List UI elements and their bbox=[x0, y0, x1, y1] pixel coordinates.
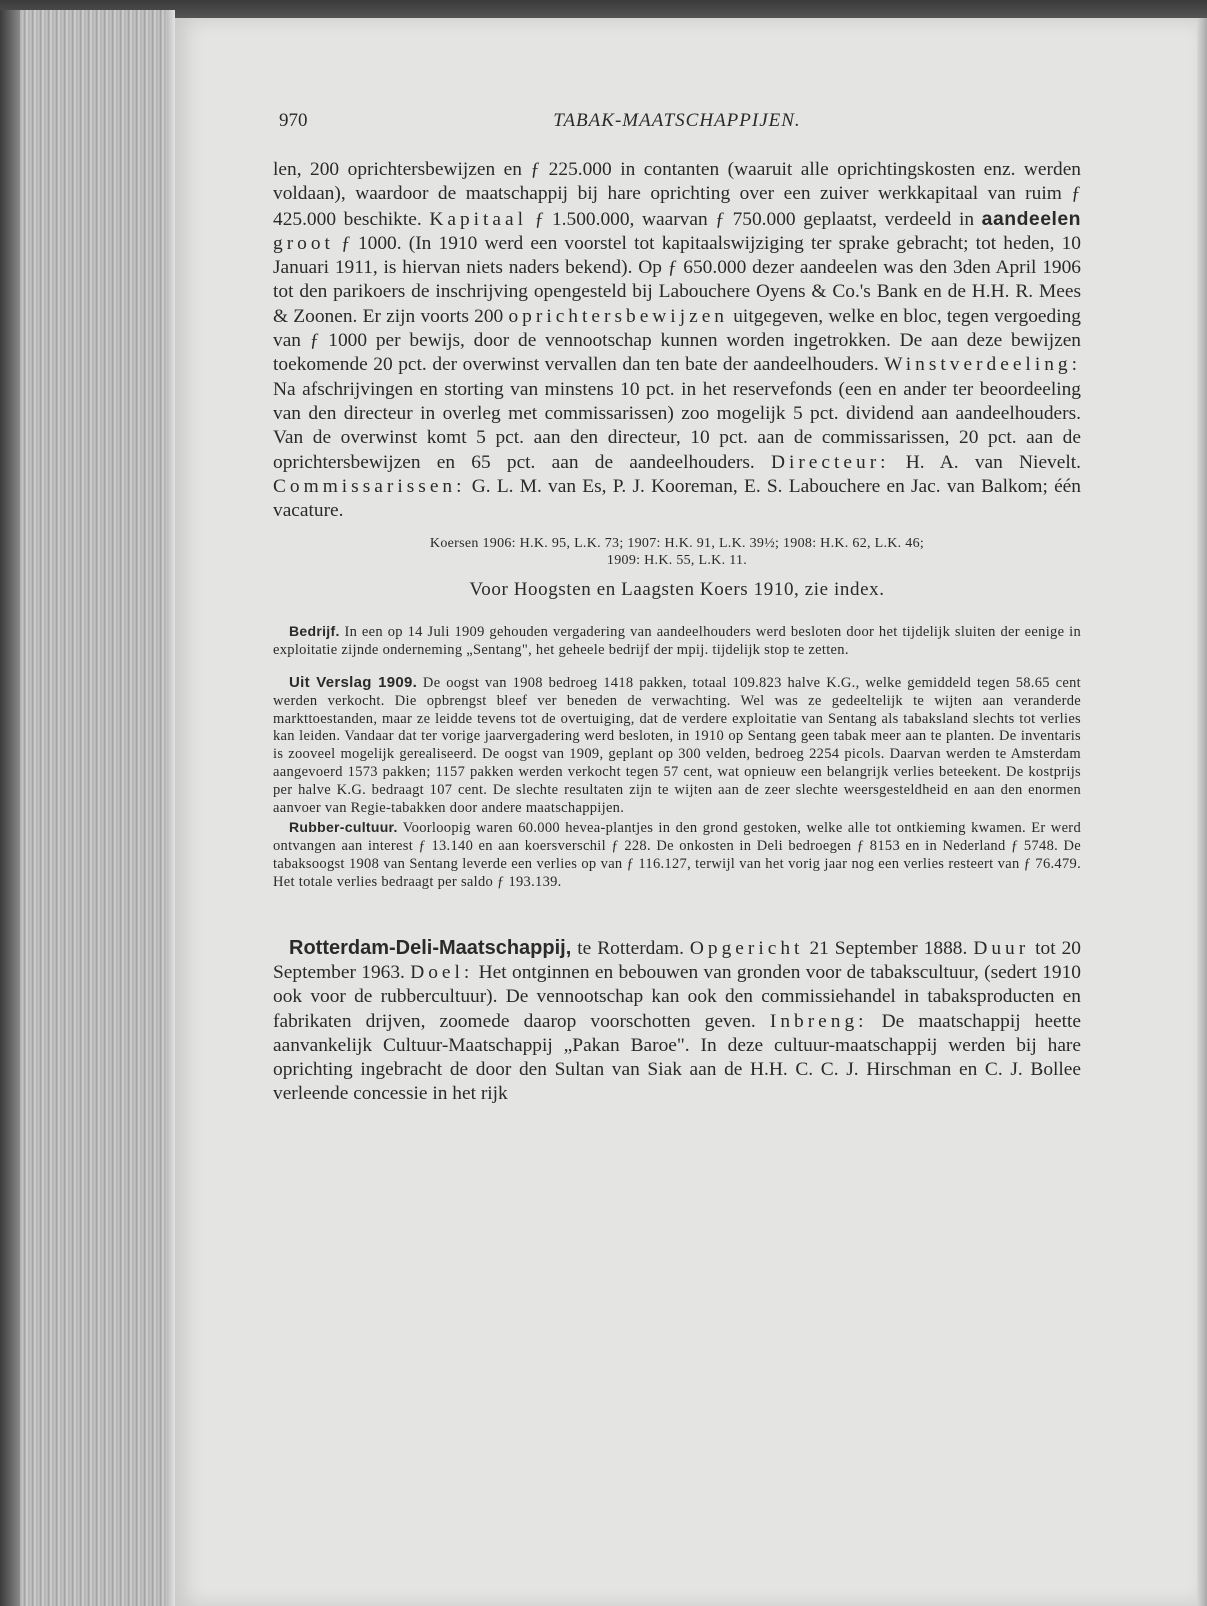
bleed-through bbox=[273, 904, 1081, 924]
text-segment: Het ontginnen en bebouwen van gronden voor de tabakscultuur, (sedert 1910 ook voor de rubbercultuur). De vennootschap kan ook den commissiehandel in tabaksproducten en fabrikaten drijven, zoomede daarop voorschotten geven. bbox=[273, 961, 1081, 1032]
page-text-column bbox=[273, 110, 1081, 1107]
section-text: Voorloopig waren 60.000 hevea-plantjes in den grond gestoken, welke alle tot ontkieming kwamen. Er werd ontvangen aan interest ƒ 13.140 en aan koersverschil ƒ 228. De onkosten in Deli bedroegen ƒ 8153 en in Nederland ƒ 5748. De tabaksoogst 1908 van Sentang leverde een verlies op van ƒ 116.127, terwijl van het vorig jaar nog een verlies resteert van ƒ 76.479. Het totale verlies bedraagt per saldo ƒ 193.139. bbox=[273, 820, 1081, 890]
section-text: De oogst van 1908 bedroeg 1418 pakken, totaal 109.823 halve K.G., welke gemiddeld tegen 58.65 cent werden verkocht. Die opbrengst bleef ver beneden de verwachting. Wel was ze gedeeltelijk te wijten aan veranderde markttoestanden, maar ze leidde tevens tot de overtuiging, dat de verdere exploitatie van Sentang als tabaksland slechts tot verlies kan leiden. Vandaar dat ter vorige jaarvergadering werd besloten, in 1910 op Sentang geen tabak meer aan te planten. De inventaris is zooveel mogelijk gerealiseerd. De oogst van 1909, geplant op 300 velden, bedroeg 2254 picols. Daarvan werden te Amsterdam aangevoerd 1573 pakken; 1157 pakken werden verkocht tegen 57 cent, wat opnieuw een belangrijk verlies beteekent. De kostprijs per halve K.G. bedraagt 107 cent. De slechte resultaten zijn te wijten aan de zeer slechte weersgesteldheid en aan den enormen aanvoer van Regie-tabakken door andere maatschappijen. bbox=[273, 675, 1081, 816]
keyword-doel: Doel: bbox=[410, 961, 474, 983]
koersen-block bbox=[273, 535, 1081, 569]
section-verslag bbox=[273, 674, 1081, 817]
section-lead: Bedrijf. bbox=[289, 623, 340, 640]
text-segment: Na afschrijvingen en storting van minstens 10 pct. in het reservefonds (een en ander ter beoordeeling van den directeur in overleg met commissarissen) zoo mogelijk 5 pct. dividend aan aandeelhouders. Van de overwinst komt 5 pct. aan den directeur, 10 pct. aan de commissarissen, 20 pct. aan de oprichtersbewijzen en 65 pct. aan de aandeelhouders. bbox=[273, 378, 1081, 473]
text-segment: H. A. van Nievelt. bbox=[905, 451, 1081, 473]
text-segment: uitgegeven, welke en bloc, tegen vergoeding van ƒ 1000 per bewijs, door de vennootschap kunnen worden ingetrokken. De aan deze bewijzen toekomende 20 pct. der overwinst vervallen dan ten bate der aandeelhouders. bbox=[273, 305, 1081, 376]
page-right-edge bbox=[1197, 18, 1207, 1606]
text-segment: De maatschappij heette aanvankelijk Cultuur-Maatschappij „Pakan Baroe". In deze cultuur-maatschappij werden bij hare oprichting ingebracht de door den Sultan van Siak aan de H.H. C. C. J. Hirschman en C. J. Bollee verleende concessie in het rijk bbox=[273, 1010, 1081, 1105]
page-number: 970 bbox=[279, 110, 308, 131]
keyword-winstverdeeling: Winstverdeeling: bbox=[884, 354, 1081, 376]
section-bedrijf bbox=[273, 623, 1081, 660]
body-paragraph bbox=[273, 158, 1081, 523]
running-head bbox=[273, 110, 1081, 140]
section-lead: Rubber-cultuur. bbox=[289, 819, 398, 836]
keyword-duur: Duur bbox=[973, 937, 1030, 959]
koersen-line: Koersen 1906: H.K. 95, L.K. 73; 1907: H.K. 91, L.K. 39½; 1908: H.K. 62, L.K. 46; bbox=[429, 536, 925, 552]
keyword-opgericht: Opgericht bbox=[689, 937, 804, 959]
koersen-line: 1909: H.K. 55, L.K. 11. bbox=[606, 553, 748, 569]
keyword-commissarissen: Commissarissen: bbox=[273, 475, 466, 497]
keyword-kapitaal: Kapitaal bbox=[429, 208, 528, 230]
text-segment: tot 20 September 1963. bbox=[273, 937, 1081, 983]
company-entry bbox=[273, 936, 1081, 1107]
section-lead: Uit Verslag 1909. bbox=[289, 674, 418, 692]
company-name: Rotterdam-Deli-Maatschappij, bbox=[289, 936, 572, 959]
text-segment: 21 September 1888. bbox=[809, 937, 968, 959]
text-segment: ƒ 1000. (In 1910 werd een voorstel tot kapitaalswijziging ter sprake gebracht; tot heden, 10 Januari 1911, is hiervan niets naders bekend). Op ƒ 650.000 dezer aandeelen was den 3den April 1906 tot den parikoers de inschrijving opengesteld bij Labouchere Oyens & Co.'s Bank en de H.H. R. Mees & Zoonen. Er zijn voorts 200 bbox=[273, 232, 1081, 327]
running-title: TABAK-MAATSCHAPPIJEN. bbox=[553, 110, 801, 131]
text-segment: len, 200 oprichtersbewijzen en ƒ 225.000 in contanten (waaruit alle oprichtingskosten enz. werden voldaan), waardoor de maatschappij bij hare oprichting over een zuiver werkkapitaal van ruim ƒ 425.000 beschikte. bbox=[273, 159, 1081, 230]
book-page-edges bbox=[0, 10, 175, 1606]
keyword-aandeelen: aandeelen bbox=[981, 207, 1081, 230]
keyword-groot: groot bbox=[273, 232, 334, 254]
section-text: In een op 14 Juli 1909 gehouden vergadering van aandeelhouders werd besloten door het tijdelijk sluiten der eenige in exploitatie zijnde onderneming „Sentang", het geheele bedrijf der mpij. tijdelijk stop te zetten. bbox=[273, 624, 1081, 659]
text-segment: G. L. M. van Es, P. J. Kooreman, E. S. Labouchere en Jac. van Balkom; één vacature. bbox=[273, 475, 1081, 522]
text-segment: ƒ 1.500.000, waarvan ƒ 750.000 geplaatst, verdeeld in bbox=[534, 208, 975, 230]
index-note: Voor Hoogsten en Laagsten Koers 1910, zie index. bbox=[469, 579, 885, 601]
text-segment: te Rotterdam. bbox=[577, 937, 684, 959]
section-rubber bbox=[273, 819, 1081, 891]
keyword-directeur: Directeur: bbox=[770, 451, 890, 473]
keyword-oprichtersbewijzen: oprichtersbewijzen bbox=[508, 305, 728, 327]
keyword-inbreng: Inbreng: bbox=[769, 1010, 868, 1032]
